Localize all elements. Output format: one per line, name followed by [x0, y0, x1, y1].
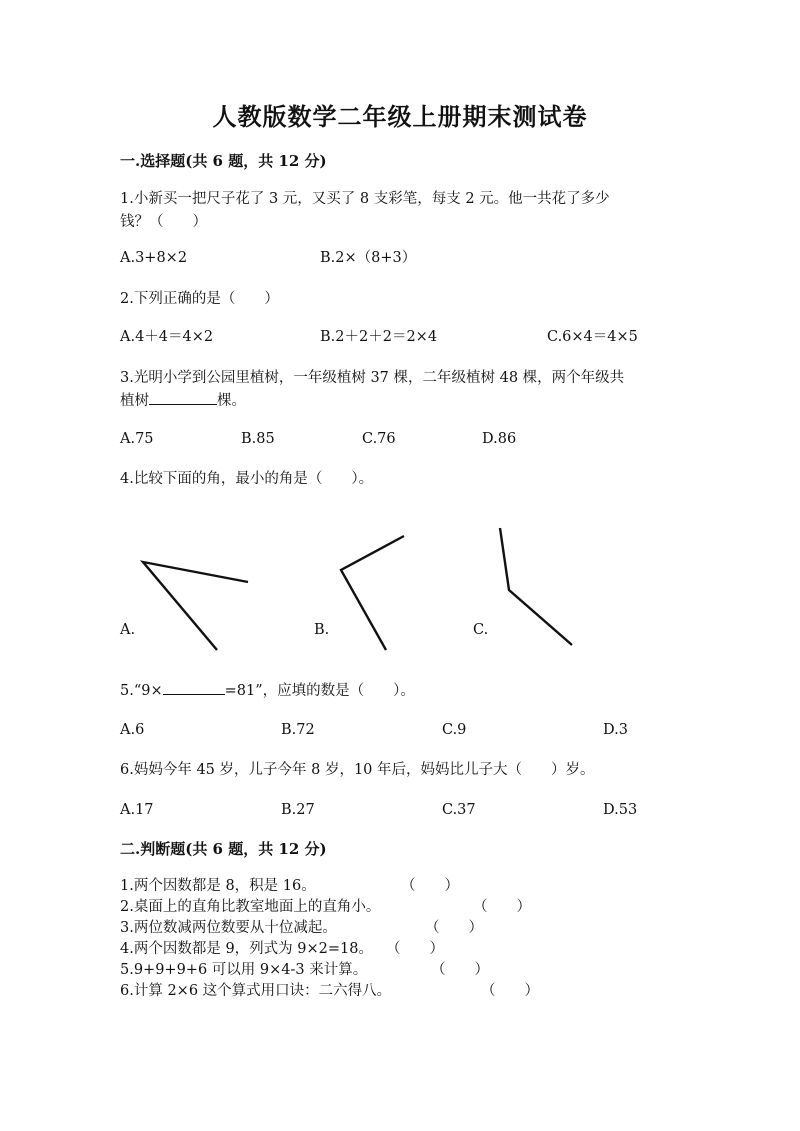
angle-b-figure	[341, 536, 404, 650]
angle-label-c: C.	[473, 622, 489, 638]
question-3-option-d: D.86	[482, 431, 517, 447]
question-5-prefix: 5.“9×	[120, 683, 163, 699]
question-5-text	[120, 679, 415, 703]
judgment-paren-4: （ ）	[386, 941, 444, 957]
section-heading-judgment: 二.判断题(共 6 题，共 12 分)	[120, 840, 327, 858]
question-6-option-d: D.53	[603, 802, 638, 818]
question-3-suffix: 棵。	[217, 393, 246, 409]
question-5-option-d: D.3	[603, 722, 628, 738]
question-5-option-a: A.6	[120, 722, 145, 738]
angle-a-figure	[143, 562, 248, 650]
question-3-option-a: A.75	[120, 431, 154, 447]
question-1-line-1: 1.小新买一把尺子花了 3 元，又买了 8 支彩笔，每支 2 元。他一共花了多少	[120, 191, 610, 207]
question-2-text: 2.下列正确的是（ ）	[120, 291, 279, 307]
section-heading-choice: 一.选择题(共 6 题，共 12 分)	[120, 152, 327, 170]
question-3-prefix: 植树	[120, 393, 149, 409]
judgment-item-2: 2.桌面上的直角比教室地面上的直角小。	[120, 899, 381, 915]
question-5-option-b: B.72	[281, 722, 315, 738]
angle-label-b: B.	[314, 622, 330, 638]
question-6-option-b: B.27	[281, 802, 315, 818]
question-3-line-1: 3.光明小学到公园里植树，一年级植树 37 棵，二年级植树 48 棵，两个年级共	[120, 370, 625, 386]
judgment-paren-2: （ ）	[473, 899, 531, 915]
question-3-option-b: B.85	[241, 431, 275, 447]
judgment-paren-6: （ ）	[481, 983, 539, 999]
judgment-item-4: 4.两个因数都是 9，列式为 9×2=18。	[120, 941, 373, 957]
judgment-item-6: 6.计算 2×6 这个算式用口诀：二六得八。	[120, 983, 392, 999]
question-2-option-c: C.6×4＝4×5	[547, 329, 638, 345]
question-5-suffix: =81”，应填的数是（ ）。	[224, 683, 415, 699]
judgment-item-1: 1.两个因数都是 8，积是 16。	[120, 878, 316, 894]
answer-blank	[163, 680, 225, 695]
judgment-paren-5: （ ）	[431, 962, 489, 978]
page-title: 人教版数学二年级上册期末测试卷	[212, 102, 588, 131]
question-6-text: 6.妈妈今年 45 岁，儿子今年 8 岁，10 年后，妈妈比儿子大（ ）岁。	[120, 762, 595, 778]
question-3-option-c: C.76	[362, 431, 396, 447]
question-1-line-2: 钱？（ ）	[120, 214, 207, 230]
question-2-option-a: A.4＋4＝4×2	[120, 329, 214, 345]
angle-label-a: A.	[120, 622, 136, 638]
question-1-option-a: A.3+8×2	[120, 250, 188, 266]
question-6-option-a: A.17	[120, 802, 154, 818]
judgment-item-5: 5.9+9+9+6 可以用 9×4-3 来计算。	[120, 962, 368, 978]
angle-c-figure	[500, 528, 572, 645]
judgment-item-3: 3.两位数减两位数要从十位减起。	[120, 920, 337, 936]
question-4-text: 4.比较下面的角，最小的角是（ ）。	[120, 471, 374, 487]
question-6-option-c: C.37	[442, 802, 476, 818]
question-5-option-c: C.9	[442, 722, 467, 738]
judgment-paren-1: （ ）	[401, 878, 459, 894]
question-2-option-b: B.2＋2＋2＝2×4	[320, 329, 438, 345]
question-1-option-b: B.2×（8+3）	[320, 250, 417, 266]
judgment-paren-3: （ ）	[425, 920, 483, 936]
